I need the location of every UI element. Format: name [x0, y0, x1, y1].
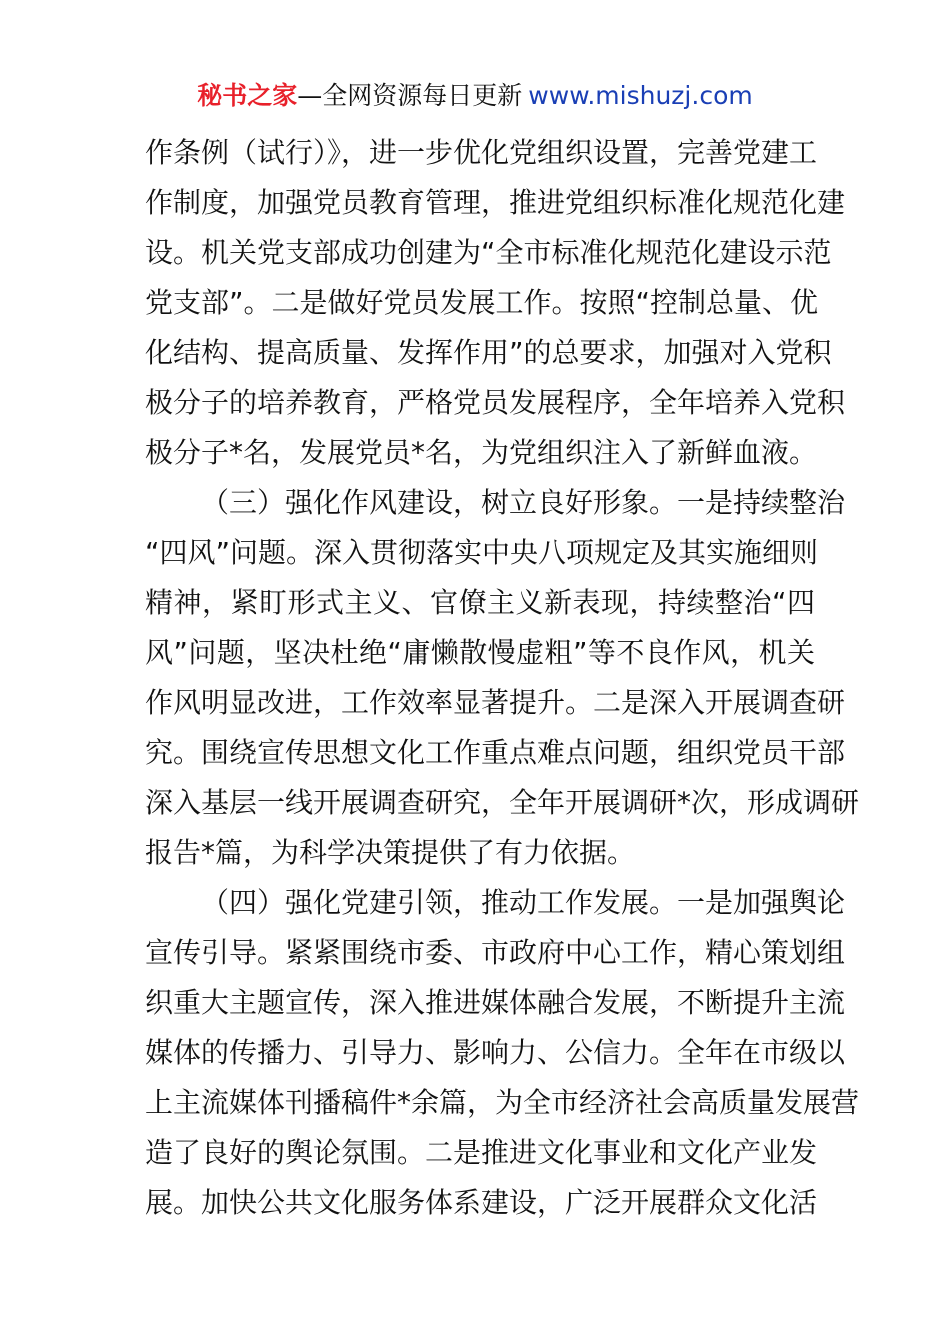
section-heading-line: （四）强化党建引领，推动工作发展。一是加强舆论	[201, 886, 846, 919]
text-line: 报告*篇，为科学决策提供了有力依据。	[145, 836, 636, 869]
text-line: 化结构、提高质量、发挥作用”的总要求，加强对入党积	[145, 336, 832, 369]
site-brand: 秘书之家	[197, 81, 298, 110]
site-header	[0, 78, 950, 114]
text-line: 上主流媒体刊播稿件*余篇，为全市经济社会高质量发展营	[145, 1086, 860, 1119]
text-line: 宣传引导。紧紧围绕市委、市政府中心工作，精心策划组	[145, 936, 846, 969]
text-line: “四风”问题。深入贯彻落实中央八项规定及其实施细则	[145, 536, 819, 569]
text-line: 作条例（试行）》，进一步优化党组织设置，完善党建工	[145, 136, 818, 169]
text-line: 风”问题，坚决杜绝“庸懒散慢虚粗”等不良作风，机关	[145, 636, 815, 669]
text-line: 作风明显改进，工作效率显著提升。二是深入开展调查研	[145, 686, 846, 719]
header-separator: —	[297, 81, 323, 110]
section-heading-line: （三）强化作风建设，树立良好形象。一是持续整治	[201, 486, 846, 519]
text-line: 极分子*名，发展党员*名，为党组织注入了新鲜血液。	[145, 436, 818, 469]
text-line: 党支部”。二是做好党员发展工作。按照“控制总量、优	[145, 286, 819, 319]
text-line: 媒体的传播力、引导力、影响力、公信力。全年在市级以	[145, 1036, 846, 1069]
text-line: 深入基层一线开展调查研究，全年开展调研*次，形成调研	[145, 786, 860, 819]
text-line: 造了良好的舆论氛围。二是推进文化事业和文化产业发	[145, 1136, 818, 1169]
text-line: 究。围绕宣传思想文化工作重点难点问题，组织党员干部	[145, 736, 846, 769]
text-line: 织重大主题宣传，深入推进媒体融合发展，不断提升主流	[145, 986, 846, 1019]
site-tagline: 全网资源每日更新	[322, 81, 523, 110]
text-line: 极分子的培养教育，严格党员发展程序，全年培养入党积	[145, 386, 846, 419]
text-line: 精神，紧盯形式主义、官僚主义新表现，持续整治“四	[145, 586, 815, 619]
text-line: 展。加快公共文化服务体系建设，广泛开展群众文化活	[145, 1186, 818, 1219]
site-url-link[interactable]: www.mishuzj.com	[528, 81, 753, 110]
text-line: 作制度，加强党员教育管理，推进党组织标准化规范化建	[145, 186, 846, 219]
document-body	[145, 128, 860, 1228]
text-line: 设。机关党支部成功创建为“全市标准化规范化建设示范	[145, 236, 832, 269]
